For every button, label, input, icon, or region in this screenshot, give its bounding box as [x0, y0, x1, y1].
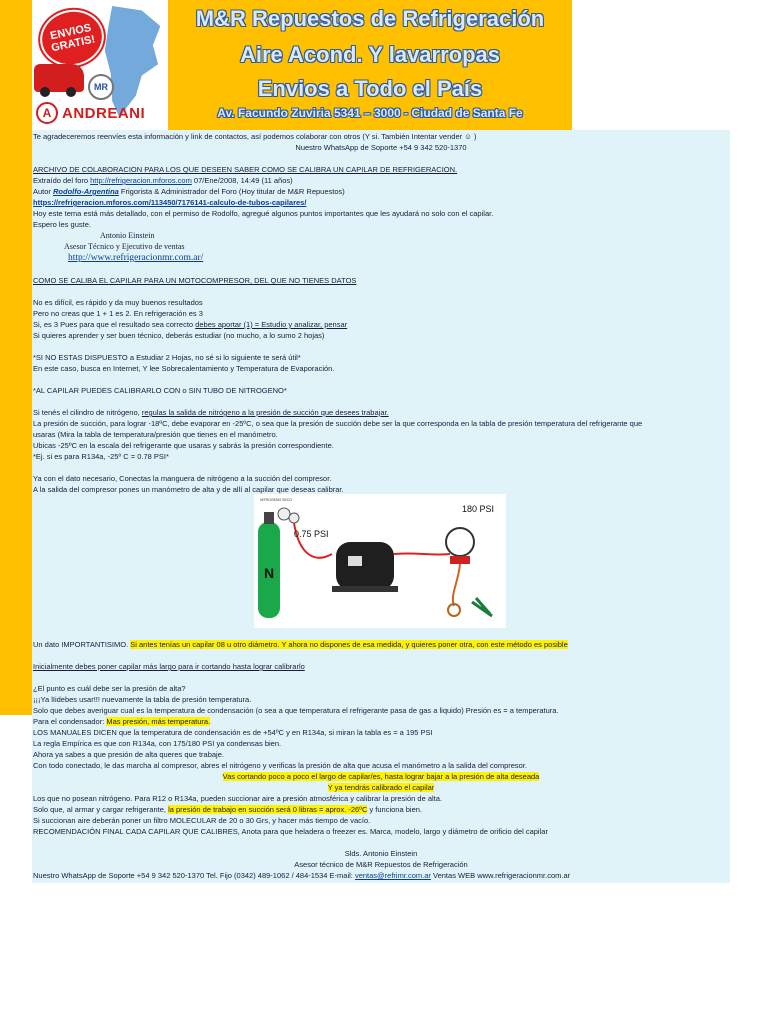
page-header — [32, 0, 572, 130]
andreani-a-icon: A — [36, 102, 58, 124]
s1-line8-text: Si tenés el cilindro de nitrógeno, — [33, 408, 142, 417]
high-pressure-label: 180 PSI — [462, 504, 495, 514]
shipping-title: Envios a Todo el País — [257, 76, 483, 101]
intro-line: Te agradeceremos reenvíes esta información y link de contactos, así podemos colaborar con otros (Y si. También Intentar vender ☺ ) — [33, 132, 477, 141]
footer-web: Ventas WEB www.refrigeracionmr.com.ar — [430, 871, 571, 880]
s2-line6 — [33, 717, 210, 728]
s1-line7: *AL CAPILAR PUEDES CALIBRARLO CON o SIN TUBO DE NITROGENO* — [33, 386, 287, 395]
nitrogen-label: N — [263, 565, 275, 581]
s1-line2: Pero no creas que 1 + 1 es 2. En refrigeración es 3 — [33, 309, 203, 318]
whatsapp-line: Nuestro WhatsApp de Soporte +54 9 342 520-1370 — [295, 143, 467, 152]
regulator-gauge-icon — [278, 508, 290, 520]
s2-line4: ¡¡¡Ya lIidebes usar!!! nuevamente la tabla de presión temperatura. — [33, 695, 252, 704]
signature-role: Asesor Técnico y Ejecutivo de ventas — [64, 242, 185, 251]
compressor-base-icon — [332, 586, 398, 592]
s2-line8: La regla Empírica es que con R134a, con 175/180 PSI ya condensas bien. — [33, 739, 282, 748]
extracted-prefix: Extraído del foro — [33, 176, 91, 185]
regulator-gauge-icon-2 — [289, 513, 299, 523]
s1-line6: En este caso, busca en Internet, Y lee Sobrecalentamiento y Temperatura de Evaporación. — [33, 364, 335, 373]
footer-contact — [33, 871, 570, 882]
compressor-label-icon — [348, 556, 362, 566]
author-line — [33, 187, 345, 198]
s2-important-highlight: Si antes tenías un capilar 08 u otro diámetro. Y ahora no dispones de esa medida, y quieres poner otra, con este método es posible — [130, 640, 568, 649]
s2-line7: LOS MANUALES DICEN que la temperatura de condensación es de +54ºC y en R134a, si miran la tabla es = a 195 PSI — [33, 728, 433, 737]
s1-line11: Ubicas -25ºC en la escala del refrigerante que usaras y sabrás la presión correspondiente. — [33, 441, 334, 450]
s2-line6-text: Para el condensador: — [33, 717, 107, 726]
s2-line1 — [33, 640, 568, 651]
section1-title: COMO SE CALIBA EL CAPILAR PARA UN MOTOCOMPRESOR, DEL QUE NO TIENES DATOS — [33, 276, 357, 285]
author-description: Frigorista & Administrador del Foro (Hoy titular de M&R Repuestos) — [118, 187, 345, 196]
company-subtitle: Aire Acond. Y lavarropas — [239, 42, 501, 67]
manifold-body-icon — [450, 556, 470, 564]
compressor-icon — [336, 542, 394, 590]
company-address: Av. Facundo Zuviria 5341 – 3000 - Ciudad de Santa Fe — [217, 106, 523, 120]
company-title: M&R Repuestos de Refrigeración — [195, 6, 545, 31]
s2-line6-highlight: Mas presión, más temperatura. — [106, 717, 211, 726]
extracted-line — [33, 176, 293, 187]
s1-line4: Si quieres aprender y ser buen técnico, deberás estudiar (no mucho, a lo sumo 2 hojas) — [33, 331, 325, 340]
s2-line15: Si succionan aire deberán poner un filtro MOLECULAR de 20 o 30 Grs, y hacer más tiempo de vacío. — [33, 816, 371, 825]
free-shipping-badge: ENVIOS GRATIS! — [35, 4, 109, 72]
s1-line8-underlined: regulas la salida de nitrógeno a la presión de succión que desees trabajar. — [141, 408, 389, 417]
s1-line9: La presión de succión, para lograr -18ºC, debe evaporar en -25ºC, o sea que la presión de succión debe ser la que corresponda en la tabla de presión temperatura del refrigerante que — [33, 419, 643, 428]
low-pressure-label: 0.75 PSI — [294, 529, 329, 539]
tank-valve-icon — [264, 512, 274, 524]
s1-line3 — [33, 320, 347, 331]
left-accent-bar — [0, 0, 32, 715]
s2-line13: Los que no posean nitrógeno. Para R12 o R134a, pueden succionar aire a presión atmosférica y calibrar la presión de alta. — [33, 794, 443, 803]
s2-line3: ¿El punto es cuál debe ser la presión de alta? — [33, 684, 186, 693]
s2-line14-suffix: y funciona bien. — [367, 805, 422, 814]
andreani-logo — [36, 102, 145, 124]
s2-line11-highlight: Vas cortando poco a poco el largo de capilar/es, hasta lograr bajar a la presión de alta deseada — [222, 772, 540, 781]
note-line: Hoy este tema está más detallado, con el permiso de Rodolfo, agregué algunos puntos importantes que les ayudará no solo con el capilar. — [33, 209, 494, 218]
website-link[interactable]: http://www.refrigeracionmr.com.ar/ — [68, 253, 204, 263]
s1-line13: Ya con el dato necesario, Conectas la manguera de nitrógeno a la succión del compresor. — [33, 474, 332, 483]
footer-signature: Slds. Antonio Einstein — [344, 849, 418, 858]
s1-line8 — [33, 408, 389, 419]
hope-line: Espero les guste. — [33, 220, 91, 229]
s2-line11 — [32, 772, 730, 783]
author-prefix: Autor — [33, 187, 54, 196]
signature-name: Antonio Einstein — [100, 231, 155, 240]
footer-contact-text: Nuestro WhatsApp de Soporte +54 9 342 520-1370 Tel. Fijo (0342) 489-1062 / 484-1534 E-mail: — [33, 871, 355, 880]
archive-title: ARCHIVO DE COLABORACION PARA LOS QUE DESEEN SABER COMO SE CALIBRA UN CAPILAR DE REFRIGERACION. — [33, 165, 458, 174]
email-link[interactable]: ventas@refrimr.com.ar — [354, 871, 431, 880]
s1-line3-text: Si, es 3 Pues para que el resultado sea correcto — [33, 320, 196, 329]
document-body — [32, 130, 730, 883]
s2-line10: Con todo conectado, le das marcha al compresor, abres el nitrógeno y verificas la presión de alta que acusa el manómetro a la salida del compresor. — [33, 761, 528, 770]
tank-caption: NITROGENO SECO — [260, 498, 293, 502]
s2-line14-highlight: la presión de trabajo en succión será 0 libras = aprox. -26ºC — [168, 805, 368, 814]
andreani-text: ANDREANI — [62, 104, 146, 122]
s2-line14-text: Solo que, al armar y cargar refrigerante, — [33, 805, 169, 814]
s1-line12: *Ej. si es para R134a, -25º C = 0.78 PSI* — [33, 452, 169, 461]
s1-line14: A la salida del compresor pones un manómetro de alta y de allí al capilar que deseas calibrar. — [33, 485, 344, 494]
s2-line14 — [33, 805, 422, 816]
s2-line16: RECOMENDACIÓN FINAL CADA CAPILAR QUE CALIBRES, Anota para que heladera o freezer es. Marca, modelo, largo y diámetro de orificio del capilar — [33, 827, 548, 836]
capillary-tube — [453, 564, 460, 606]
s2-line12 — [32, 783, 730, 794]
extracted-date: 07/Ene/2008, 14:49 (11 años) — [191, 176, 293, 185]
mr-logo: MR — [88, 74, 114, 100]
logo-panel — [32, 0, 168, 130]
s1-line5: *SI NO ESTAS DISPUESTO a Estudiar 2 Hojas, no sé si lo siguiente te será útil* — [33, 353, 301, 362]
discharge-hose — [394, 553, 450, 554]
thread-link[interactable]: https://refrigeracion.mforos.com/113450/7176141-calculo-de-tubos-capilares/ — [33, 198, 307, 207]
author-link[interactable]: Rodolfo-Argentina — [53, 187, 119, 196]
s1-line3-underlined: debes aportar (1) = Estudio y analizar, pensar — [195, 320, 348, 329]
s1-line10: usaras (Mira la tabla de temperatura/presión que tienes en el manómetro. — [33, 430, 278, 439]
s2-line2: Inicialmente debes poner capilar más largo para ir cortando hasta lograr calibrarlo — [33, 662, 305, 671]
pliers-icon — [472, 598, 492, 616]
forum-link[interactable]: http://refrigeracion.mforos.com — [90, 176, 192, 185]
diagram-svg — [254, 494, 506, 628]
footer-role: Asesor técnico de M&R Repuestos de Refrigeración — [294, 860, 468, 869]
manifold-gauge-icon — [446, 528, 474, 556]
s1-line1: No es difícil, es rápido y da muy buenos resultados — [33, 298, 203, 307]
s2-important-prefix: Un dato IMPORTANTISIMO. — [33, 640, 131, 649]
delivery-truck-icon — [34, 64, 84, 92]
s2-line9: Ahora ya sabes a que presión de alta queres que trabaje. — [33, 750, 224, 759]
calibration-diagram — [254, 494, 506, 628]
s2-line5: Solo que debes averiguar cual es la temperatura de condensación (o sea a que temperatura el refrigerante pasa de gas a liquido) Presión es = a temperatura. — [33, 706, 559, 715]
s2-line12-highlight: Y ya tendrás calibrado el capilar — [327, 783, 435, 792]
